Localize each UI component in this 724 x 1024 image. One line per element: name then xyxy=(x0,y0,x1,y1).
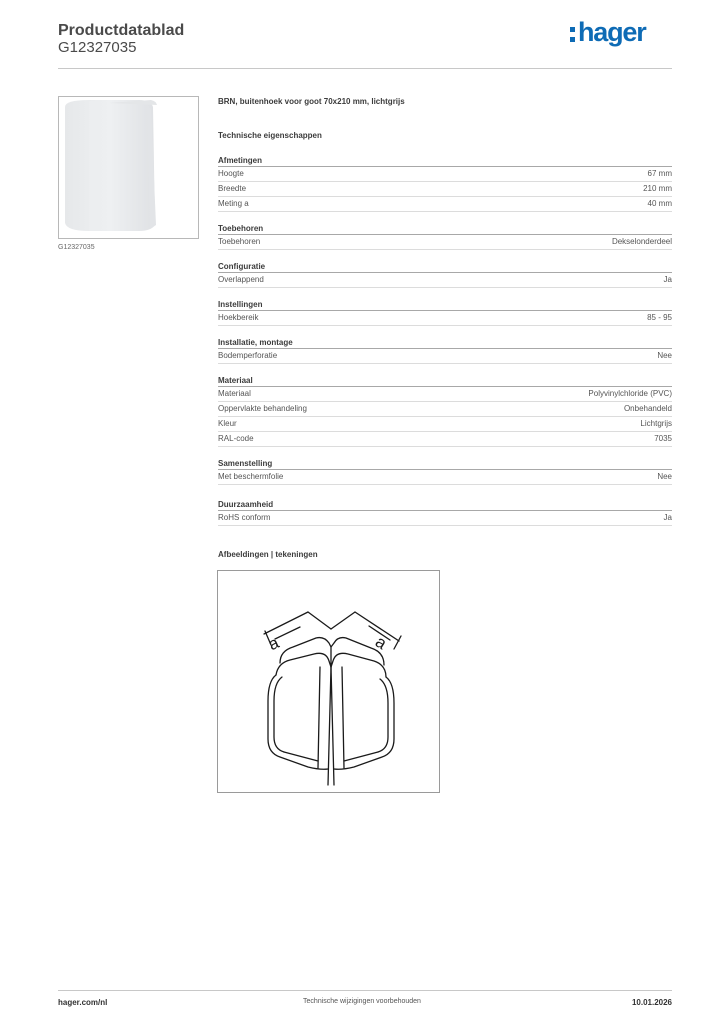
footer-divider xyxy=(58,990,672,991)
property-value: 210 mm xyxy=(643,184,672,193)
product-name: BRN, buitenhoek voor goot 70x210 mm, lichtgrijs xyxy=(218,97,405,106)
property-label: Meting a xyxy=(218,199,249,208)
property-value: Polyvinylchloride (PVC) xyxy=(588,389,672,398)
technical-drawing xyxy=(217,570,440,793)
property-row xyxy=(218,167,672,182)
property-label: Materiaal xyxy=(218,389,251,398)
property-group-settings xyxy=(218,299,672,326)
property-group-sustainability xyxy=(218,499,672,526)
property-group-accessories xyxy=(218,223,672,250)
property-row xyxy=(218,182,672,197)
property-group-material xyxy=(218,375,672,447)
group-heading: Afmetingen xyxy=(218,155,672,167)
property-value: Lichtgrijs xyxy=(640,419,672,428)
property-row xyxy=(218,235,672,250)
corner-piece-drawing xyxy=(218,571,439,792)
group-heading: Samenstelling xyxy=(218,458,672,470)
page-title: Productdatablad xyxy=(58,22,185,39)
property-value: Onbehandeld xyxy=(623,404,672,413)
property-value: Dekselonderdeel xyxy=(611,237,672,246)
dimension-a-right-label: a xyxy=(371,632,391,654)
footer-date: 10.01.2026 xyxy=(631,998,672,1007)
property-row xyxy=(218,402,672,417)
property-value: 85 - 95 xyxy=(647,313,672,322)
property-label: Oppervlakte behandeling xyxy=(218,404,307,413)
property-value: Nee xyxy=(657,472,672,481)
footer-website: hager.com/nl xyxy=(58,998,108,1007)
property-group-composition xyxy=(218,458,672,485)
group-heading: Duurzaamheid xyxy=(218,499,672,511)
property-row xyxy=(218,432,672,447)
property-group-configuration xyxy=(218,261,672,288)
group-heading: Instellingen xyxy=(218,299,672,311)
property-row xyxy=(218,349,672,364)
product-photo-image xyxy=(59,97,198,238)
property-label: Hoogte xyxy=(218,169,244,178)
property-label: Overlappend xyxy=(218,275,264,284)
property-label: Met beschermfolie xyxy=(218,472,284,481)
property-label: RoHS conform xyxy=(218,513,271,522)
property-value: 67 mm xyxy=(647,169,672,178)
property-label: Kleur xyxy=(218,419,237,428)
property-value: Ja xyxy=(663,513,672,522)
group-heading: Installatie, montage xyxy=(218,337,672,349)
property-row xyxy=(218,273,672,288)
technical-properties-heading: Technische eigenschappen xyxy=(218,131,322,140)
property-row xyxy=(218,470,672,485)
property-row xyxy=(218,511,672,526)
property-row xyxy=(218,387,672,402)
brand-logo xyxy=(570,16,646,48)
property-value: 40 mm xyxy=(647,199,672,208)
property-label: Hoekbereik xyxy=(218,313,259,322)
property-row xyxy=(218,197,672,212)
property-group-dimensions xyxy=(218,155,672,212)
property-value: Nee xyxy=(657,351,672,360)
technical-properties-table xyxy=(218,155,672,526)
group-heading: Toebehoren xyxy=(218,223,672,235)
product-code: G12327035 xyxy=(58,39,137,56)
property-value: Ja xyxy=(663,275,672,284)
property-group-installation xyxy=(218,337,672,364)
header-divider xyxy=(58,68,672,69)
footer-notice: Technische wijzigingen voorbehouden xyxy=(303,998,421,1005)
property-label: RAL-code xyxy=(218,434,254,443)
product-photo xyxy=(58,96,199,239)
dimension-a-left-label: a xyxy=(265,632,282,655)
product-photo-caption: G12327035 xyxy=(58,244,95,251)
property-value: 7035 xyxy=(654,434,672,443)
logo-dots-icon xyxy=(570,27,575,42)
drawings-heading: Afbeeldingen | tekeningen xyxy=(218,550,318,559)
logo-text: hager xyxy=(578,16,646,47)
property-label: Toebehoren xyxy=(218,237,261,246)
property-label: Bodemperforatie xyxy=(218,351,278,360)
property-row xyxy=(218,311,672,326)
group-heading: Materiaal xyxy=(218,375,672,387)
group-heading: Configuratie xyxy=(218,261,672,273)
property-label: Breedte xyxy=(218,184,247,193)
property-row xyxy=(218,417,672,432)
